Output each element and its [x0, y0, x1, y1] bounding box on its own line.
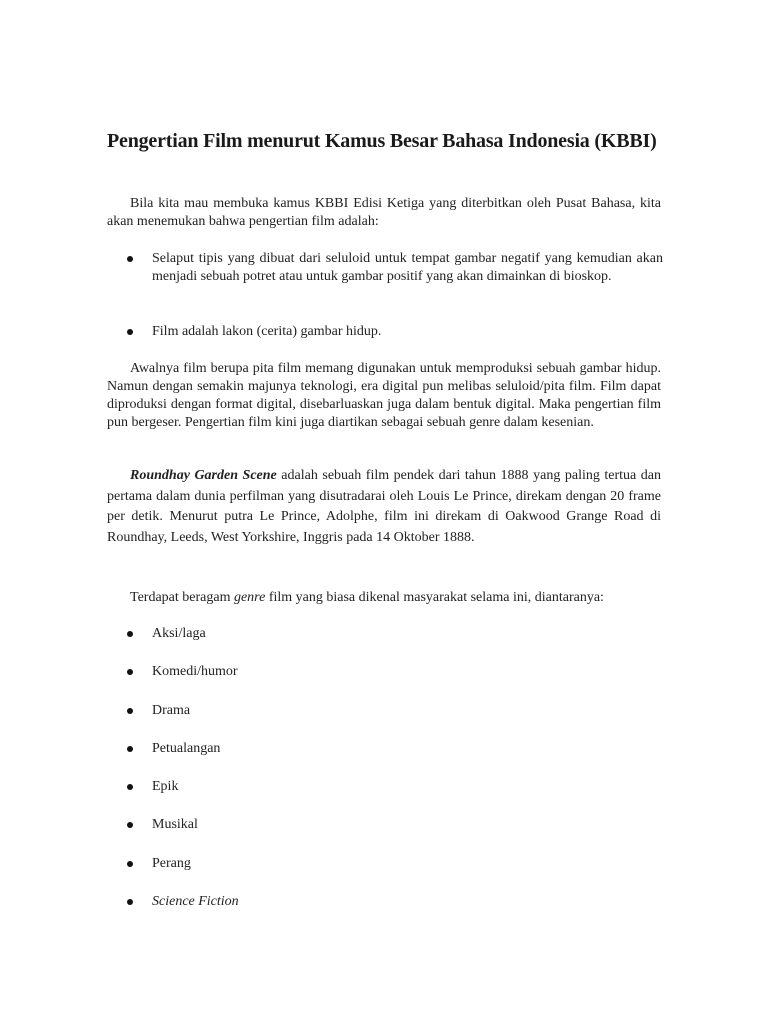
- genre-item: [127, 740, 663, 758]
- history-text: Awalnya film berupa pita film memang digunakan untuk memproduksi sebuah gambar hidup. Namun dengan semakin majunya teknologi, era digital pun melibas seluloid/pita film. Film dapat diproduksi dengan format digital, disebarluaskan juga dalam bentuk digital. Maka pengertian film pun bergeser. Pengertian film kini juga diartikan sebagai sebuah genre dalam kesenian.: [107, 361, 661, 430]
- bullet-icon: [127, 708, 133, 714]
- bullet-icon: [127, 746, 133, 752]
- document-heading: Pengertian Film menurut Kamus Besar Bahasa Indonesia (KBBI): [107, 130, 657, 152]
- bullet-icon: [127, 631, 133, 637]
- bullet-icon: [127, 822, 133, 828]
- genre-intro-text: Terdapat beragam: [130, 590, 234, 605]
- genre-label: Komedi/humor: [152, 664, 238, 679]
- roundhay-paragraph: [107, 466, 661, 548]
- definition-text: Film adalah lakon (cerita) gambar hidup.: [152, 324, 382, 339]
- bullet-icon: [127, 669, 133, 675]
- genre-word: genre: [233, 590, 266, 605]
- genre-item: [127, 778, 663, 796]
- intro-text: Bila kita mau membuka kamus KBBI Edisi Ketiga yang diterbitkan oleh Pusat Bahasa, kita akan menemukan bahwa pengertian film adalah:: [107, 196, 661, 229]
- genre-label: Musikal: [152, 817, 198, 832]
- definition-item: [127, 323, 663, 341]
- genre-item: [127, 816, 663, 834]
- genre-label: Drama: [152, 703, 191, 718]
- intro-paragraph: [107, 195, 661, 231]
- bullet-icon: [127, 329, 133, 335]
- genre-intro-tail: film yang biasa dikenal masyarakat selama ini, diantaranya:: [265, 590, 604, 605]
- bullet-icon: [127, 256, 133, 262]
- genre-item: [127, 663, 663, 681]
- genre-label: Aksi/laga: [152, 626, 206, 641]
- bullet-icon: [127, 899, 133, 905]
- definition-item: [127, 250, 663, 286]
- genre-item: [127, 625, 663, 643]
- bullet-icon: [127, 784, 133, 790]
- genre-label: Epik: [152, 779, 179, 794]
- genre-label: Petualangan: [152, 741, 221, 756]
- film-title: Roundhay Garden Scene: [130, 468, 277, 483]
- bullet-icon: [127, 861, 133, 867]
- genre-item: [127, 855, 663, 873]
- roundhay-text: adalah sebuah film pendek dari tahun 1888 yang paling tertua dan pertama dalam dunia perfilman yang disutradarai oleh Louis Le Prince, direkam dengan 20 frame per detik. Menurut putra Le Prince, Adolphe, film ini direkam di Oakwood Grange Road di Roundhay, Leeds, West Yorkshire, Inggris pada 14 Oktober 1888.: [107, 468, 662, 545]
- genre-label: Perang: [152, 856, 191, 871]
- history-paragraph: [107, 360, 661, 432]
- genre-label: Science Fiction: [152, 894, 239, 909]
- genre-item: [127, 893, 663, 911]
- genre-item: [127, 702, 663, 720]
- definition-text: Selaput tipis yang dibuat dari seluloid untuk tempat gambar negatif yang kemudian akan menjadi sebuah potret atau untuk gambar positif yang akan dimainkan di bioskop.: [152, 251, 663, 284]
- genre-intro-paragraph: [107, 589, 661, 607]
